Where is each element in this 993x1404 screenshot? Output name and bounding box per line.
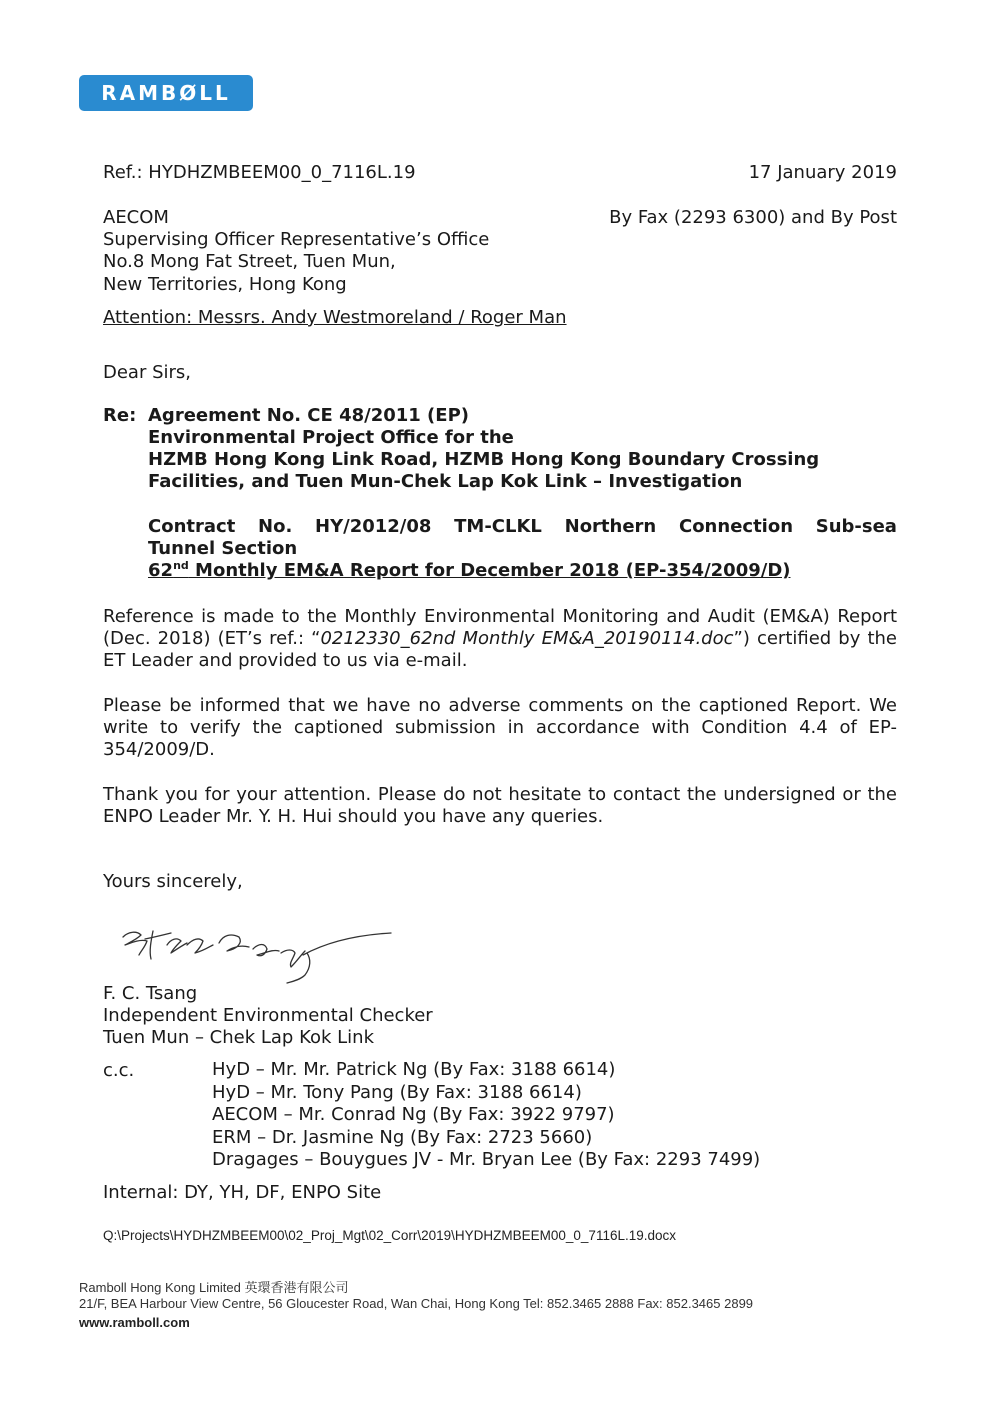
paragraph-reference — [103, 606, 897, 672]
contract-line-1 — [148, 516, 897, 538]
paragraph-reference-part-1: Reference is made to the Monthly Environmental Monitoring and Audit (EM&A) Report (Dec. 2018) (ET’s ref.: “ — [103, 606, 897, 649]
complimentary-close: Yours sincerely, — [103, 871, 243, 892]
footer-company: Ramboll Hong Kong Limited 英環香港有限公司 — [79, 1280, 349, 1295]
footer-address: 21/F, BEA Harbour View Centre, 56 Gloucester Road, Wan Chai, Hong Kong Tel: 852.3465 2888 Fax: 852.3465 2899 — [79, 1296, 754, 1311]
letter-date: 17 January 2019 — [748, 162, 897, 183]
paragraph-closing: Thank you for your attention. Please do not hesitate to contact the undersigned or the ENPO Leader Mr. Y. H. Hui should you have any queries. — [103, 784, 897, 827]
recipient-line-2: Supervising Officer Representative’s Office — [103, 229, 490, 250]
contract-line-2: Tunnel Section — [148, 538, 298, 559]
internal-distribution: Internal: DY, YH, DF, ENPO Site — [103, 1182, 382, 1203]
cc-list — [212, 1059, 760, 1172]
report-number: 62 — [148, 560, 174, 581]
subject-block — [148, 405, 819, 493]
recipient-line-3: No.8 Mong Fat Street, Tuen Mun, — [103, 251, 396, 272]
signatory-project: Tuen Mun – Chek Lap Kok Link — [103, 1027, 374, 1048]
contract-word: Sub-sea — [815, 516, 897, 537]
signatory-title: Independent Environmental Checker — [103, 1005, 433, 1026]
recipient-line-4: New Territories, Hong Kong — [103, 274, 347, 295]
cc-entry: Dragages – Bouygues JV - Mr. Bryan Lee (By Fax: 2293 7499) — [212, 1149, 761, 1170]
cc-entry: HyD – Mr. Tony Pang (By Fax: 3188 6614) — [212, 1081, 582, 1103]
reference-number: Ref.: HYDHZMBEEM00_0_7116L.19 — [103, 162, 416, 183]
cc-entry: ERM – Dr. Jasmine Ng (By Fax: 2723 5660) — [212, 1126, 593, 1148]
subject-line-4: Facilities, and Tuen Mun-Chek Lap Kok Link – Investigation — [148, 471, 743, 492]
logo-text: RAMBØLL — [101, 81, 231, 105]
report-title-rest: Monthly EM&A Report for December 2018 (EP-354/2009/D) — [188, 560, 791, 581]
contract-word: No. — [258, 516, 293, 537]
cc-entry: HyD – Mr. Mr. Patrick Ng (By Fax: 3188 6614) — [212, 1059, 616, 1080]
contract-word: TM-CLKL — [454, 516, 542, 537]
subject-line-3: HZMB Hong Kong Link Road, HZMB Hong Kong Boundary Crossing — [148, 449, 820, 470]
report-ordinal: nd — [173, 559, 189, 572]
report-title — [148, 560, 897, 582]
cc-label: c.c. — [103, 1060, 135, 1081]
subject-line-1: Agreement No. CE 48/2011 (EP) — [148, 405, 469, 426]
footer-website[interactable]: www.ramboll.com — [79, 1315, 190, 1330]
contract-word: Contract — [148, 516, 236, 537]
contract-word: Northern — [564, 516, 657, 537]
delivery-method: By Fax (2293 6300) and By Post — [609, 207, 897, 228]
signatory-name: F. C. Tsang — [103, 983, 198, 1004]
cc-entry: AECOM – Mr. Conrad Ng (By Fax: 3922 9797) — [212, 1104, 615, 1125]
re-label: Re: — [103, 405, 137, 426]
contract-word: HY/2012/08 — [315, 516, 432, 537]
file-path: Q:\Projects\HYDHZMBEEM00\02_Proj_Mgt\02_Corr\2019\HYDHZMBEEM00_0_7116L.19.docx — [103, 1228, 677, 1243]
paragraph-verification: Please be informed that we have no adverse comments on the captioned Report. We write to verify the captioned submission in accordance with Condition 4.4 of EP-354/2009/D. — [103, 695, 897, 760]
report-filename: 0212330_62nd Monthly EM&A_20190114.doc — [320, 628, 734, 649]
contract-word: Connection — [678, 516, 794, 537]
contract-block — [148, 516, 897, 582]
subject-line-2: Environmental Project Office for the — [148, 427, 514, 448]
attention-line: Attention: Messrs. Andy Westmoreland / Roger Man — [103, 307, 567, 328]
paragraph-reference-part-2: ”) certified by the ET Leader and provided to us via e-mail. — [103, 628, 897, 671]
company-logo — [79, 75, 253, 111]
recipient-line-1: AECOM — [103, 207, 169, 228]
salutation: Dear Sirs, — [103, 362, 192, 383]
